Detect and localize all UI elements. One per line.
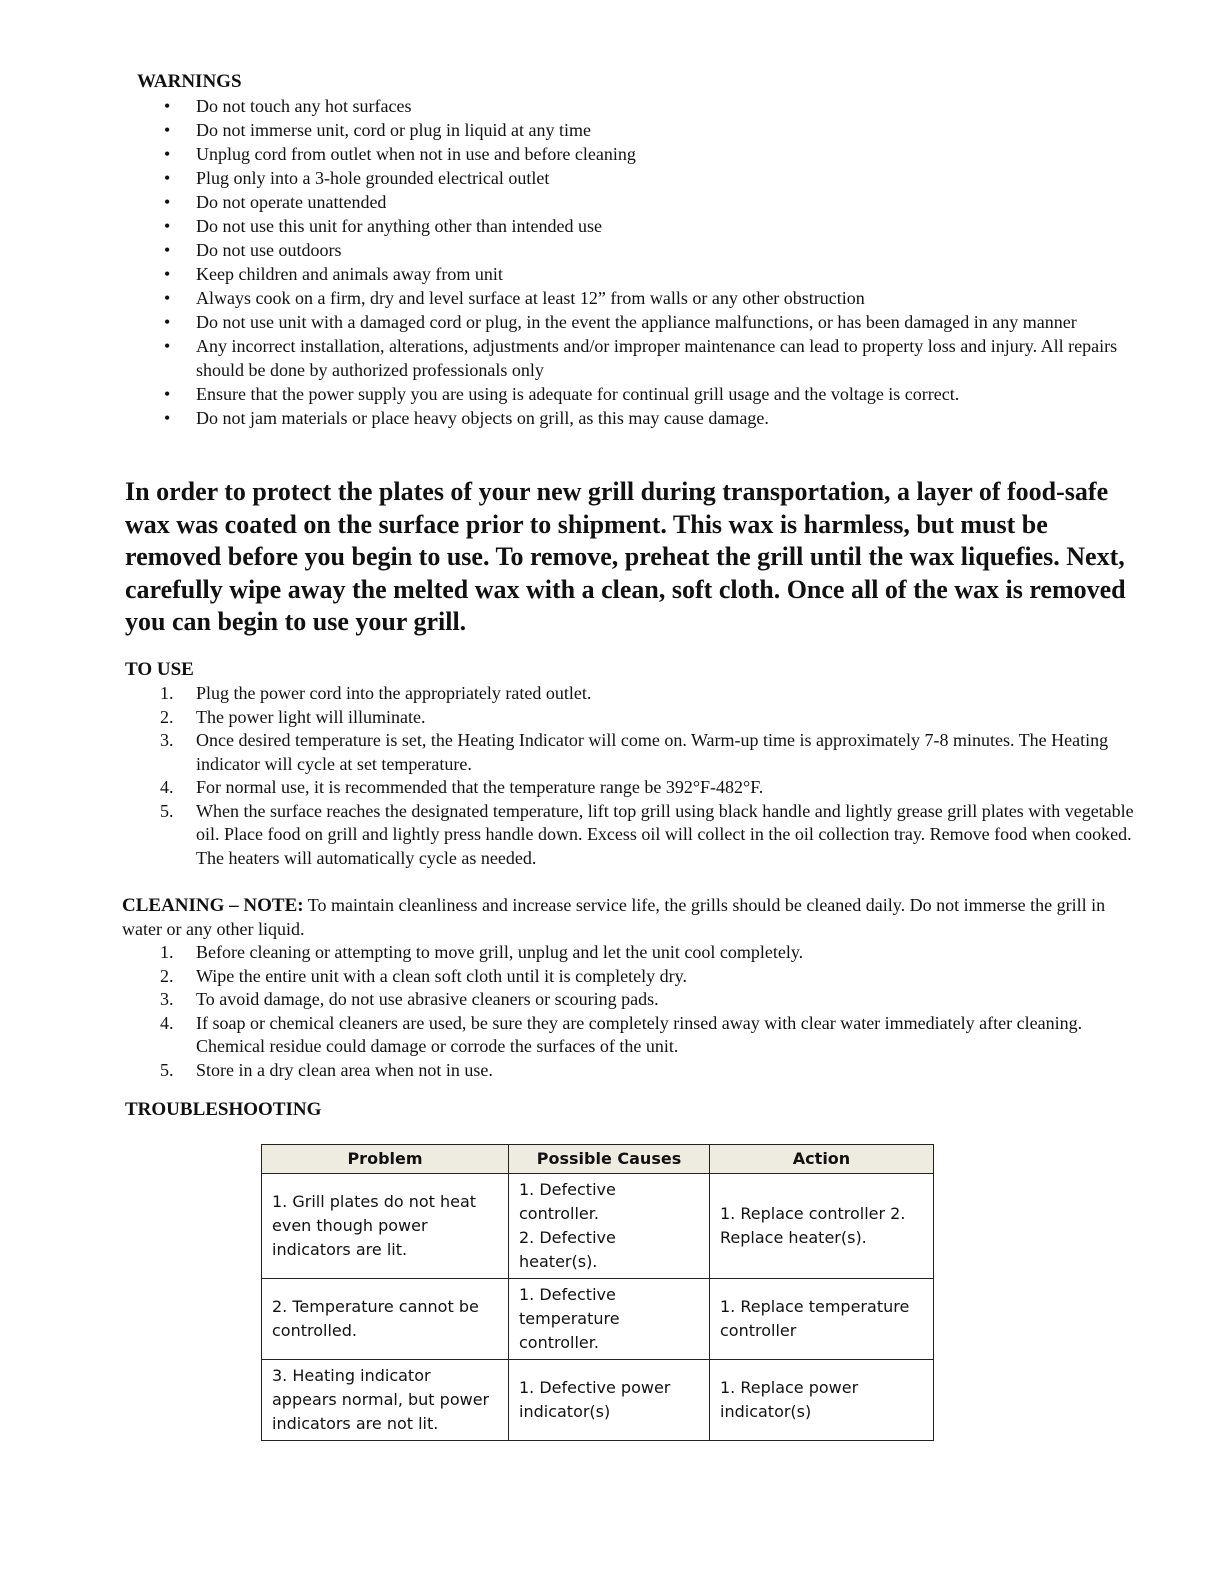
cleaning-note: To maintain cleanliness and increase service life, the grills should be cleaned daily. Do not immerse the grill in water or any other liquid. xyxy=(122,895,1106,939)
list-item xyxy=(125,1059,1125,1083)
step-number: 3. xyxy=(160,730,174,750)
cell-action: 1. Replace temperature controller xyxy=(710,1279,934,1360)
list-item: • Always cook on a firm, dry and level surface at least 12” from walls or any other obstruction xyxy=(137,286,1137,310)
cell-problem: 2. Temperature cannot be controlled. xyxy=(262,1279,509,1360)
cause-line: 1. Defective temperature controller. xyxy=(519,1285,620,1352)
list-item: • Do not use this unit for anything other than intended use xyxy=(137,214,1137,238)
step-number: 3. xyxy=(160,989,174,1009)
list-item xyxy=(125,800,1155,871)
step-text: Wipe the entire unit with a clean soft cloth until it is completely dry. xyxy=(196,965,687,986)
table-row xyxy=(262,1174,934,1279)
to-use-heading: TO USE xyxy=(125,659,194,680)
step-text: The power light will illuminate. xyxy=(196,706,426,727)
list-item xyxy=(125,1012,1125,1059)
cleaning-section xyxy=(122,894,1125,1082)
warnings-heading: WARNINGS xyxy=(137,71,242,92)
step-text: To avoid damage, do not use abrasive cleaners or scouring pads. xyxy=(196,989,659,1009)
column-header-causes: Possible Causes xyxy=(509,1145,710,1174)
cell-problem: 3. Heating indicator appears normal, but power indicators are not lit. xyxy=(262,1360,509,1441)
wax-notice: In order to protect the plates of your new grill during transportation, a layer of food-safe wax was coated on the surface prior to shipment. This wax is harmless, but must be removed before you begin to use. To remove, preheat the grill until the wax liquefies. Next, carefully wipe away the melted wax with a clean, soft cloth. Once all of the wax is removed you can begin to use your grill. xyxy=(125,477,1126,636)
cause-line: 1. Defective controller. xyxy=(519,1180,616,1223)
step-text: When the surface reaches the designated temperature, lift top grill using black handle and lightly grease grill plates with vegetable oil. Place food on grill and lightly press handle down. Excess oil will collect in the oil collection tray. Remove food when cooked. The heaters will automatically cycle as needed. xyxy=(196,800,1134,868)
list-item: • Plug only into a 3-hole grounded electrical outlet xyxy=(137,166,1137,190)
step-number: 2. xyxy=(160,706,174,727)
list-item xyxy=(125,941,1125,965)
step-number: 5. xyxy=(160,800,174,821)
list-item: • Do not operate unattended xyxy=(137,190,1137,214)
table-row xyxy=(262,1279,934,1360)
list-item: • Do not immerse unit, cord or plug in liquid at any time xyxy=(137,118,1137,142)
list-item: • Do not use outdoors xyxy=(137,238,1137,262)
step-text: Plug the power cord into the appropriately rated outlet. xyxy=(196,683,592,703)
list-item: • Do not use unit with a damaged cord or plug, in the event the appliance malfunctions, or has been damaged in any manner xyxy=(137,310,1137,334)
list-item: • Do not jam materials or place heavy objects on grill, as this may cause damage. xyxy=(137,406,1137,430)
list-item xyxy=(125,988,1125,1012)
to-use-section xyxy=(125,658,1155,870)
cause-line: 1. Defective power indicator(s) xyxy=(519,1378,671,1421)
step-number: 1. xyxy=(160,683,174,703)
column-header-problem: Problem xyxy=(262,1145,509,1174)
step-text: Before cleaning or attempting to move grill, unplug and let the unit cool completely. xyxy=(196,942,804,962)
step-number: 4. xyxy=(160,777,174,797)
list-item: • Do not touch any hot surfaces xyxy=(137,94,1137,118)
warnings-list xyxy=(137,94,1137,430)
list-item: • Ensure that the power supply you are using is adequate for continual grill usage and the voltage is correct. xyxy=(137,382,1137,406)
cell-action: 1. Replace controller 2. Replace heater(s). xyxy=(710,1174,934,1279)
cell-causes xyxy=(509,1360,710,1441)
step-number: 5. xyxy=(160,1059,174,1080)
cell-problem: 1. Grill plates do not heat even though power indicators are lit. xyxy=(262,1174,509,1279)
cell-causes xyxy=(509,1174,710,1279)
cause-line: 2. Defective heater(s). xyxy=(519,1228,616,1271)
to-use-steps xyxy=(125,682,1155,870)
step-number: 1. xyxy=(160,942,174,962)
list-item: • Unplug cord from outlet when not in use and before cleaning xyxy=(137,142,1137,166)
table-row xyxy=(262,1360,934,1441)
list-item xyxy=(125,706,1155,730)
column-header-action: Action xyxy=(710,1145,934,1174)
table-header-row xyxy=(262,1145,934,1174)
step-number: 2. xyxy=(160,965,174,986)
list-item xyxy=(125,776,1155,800)
list-item xyxy=(125,965,1125,989)
step-text: Once desired temperature is set, the Heating Indicator will come on. Warm-up time is approximately 7-8 minutes. The Heating indicator will cycle at set temperature. xyxy=(196,730,1109,774)
warnings-section xyxy=(137,70,1137,430)
step-text: If soap or chemical cleaners are used, be sure they are completely rinsed away with clear water immediately after cleaning. Chemical residue could damage or corrode the surfaces of the unit. xyxy=(196,1012,1083,1056)
step-text: For normal use, it is recommended that the temperature range be 392°F-482°F. xyxy=(196,777,764,797)
troubleshooting-heading: TROUBLESHOOTING xyxy=(125,1099,322,1120)
list-item: • Any incorrect installation, alterations, adjustments and/or improper maintenance can lead to property loss and injury. All repairs should be done by authorized professionals only xyxy=(137,334,1137,382)
cell-action: 1. Replace power indicator(s) xyxy=(710,1360,934,1441)
step-number: 4. xyxy=(160,1012,174,1033)
cell-causes xyxy=(509,1279,710,1360)
troubleshooting-table xyxy=(261,1144,934,1441)
cleaning-intro xyxy=(122,894,1125,941)
step-text: Store in a dry clean area when not in use. xyxy=(196,1059,493,1080)
cleaning-heading: CLEANING – NOTE: xyxy=(122,895,304,916)
cleaning-steps xyxy=(125,941,1125,1082)
list-item xyxy=(125,729,1155,776)
list-item xyxy=(125,682,1155,706)
list-item: • Keep children and animals away from unit xyxy=(137,262,1137,286)
